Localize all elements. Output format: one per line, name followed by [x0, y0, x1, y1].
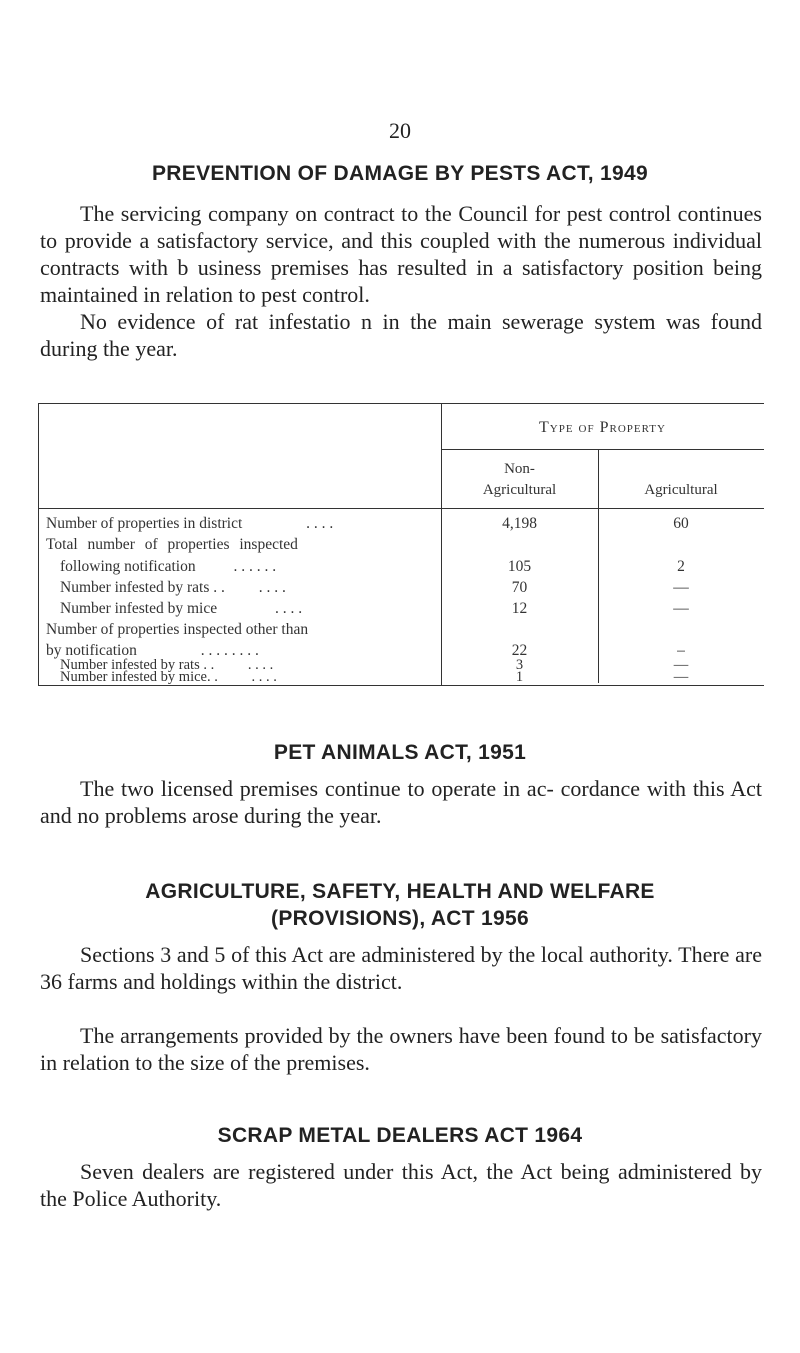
non-agricultural-header-line1: Non- — [504, 461, 535, 477]
pests-paragraph-1: The servicing company on contract to the Council for pest control continues to provide a satisfactory service, and this coupled with the numerous individual contracts with b usiness premises has resulted in a satisfactory position being maintained in relation to pest control. — [40, 201, 762, 307]
pets-paragraph-1: The two licensed premises continue to operate in ac- cordance with this Act and no problems arose during the year. — [40, 776, 762, 828]
table-row-label: Number of properties in district . . . . — [46, 515, 334, 532]
table-cell-agri: — — [673, 657, 689, 673]
table-row-label: Number of properties inspected other than — [46, 621, 309, 638]
section-title-scrap: SCRAP METAL DEALERS ACT 1964 — [217, 1124, 583, 1147]
table-row-label: following notification . . . . . . — [60, 558, 277, 575]
agricultural-header: Agricultural — [644, 482, 718, 498]
table-row-label: Number infested by mice. . . . . . — [60, 669, 277, 685]
table-cell-agri: — — [673, 669, 689, 685]
table-cell-agri: 60 — [673, 515, 689, 532]
table-cell-agri: — — [673, 579, 689, 596]
pest-inspection-table — [38, 403, 764, 685]
table-cell-non-agri: 105 — [507, 558, 532, 575]
table-row-label: by notification . . . . . . . . — [46, 642, 259, 659]
pests-paragraph-2: No evidence of rat infestatio n in the main sewerage system was found during the year. — [40, 309, 762, 361]
section-title-agriculture-line2: (PROVISIONS), ACT 1956 — [271, 907, 529, 930]
table-cell-non-agri: 1 — [515, 669, 524, 685]
table-cell-agri: 2 — [677, 558, 685, 575]
page-number: 20 — [389, 118, 411, 143]
table-row-label: Number infested by mice . . . . — [60, 600, 303, 617]
non-agricultural-header-line2: Agricultural — [482, 482, 557, 498]
section-title-pests: PREVENTION OF DAMAGE BY PESTS ACT, 1949 — [152, 162, 648, 185]
table-row-label: Number infested by rats . . . . . . — [60, 579, 286, 596]
table-cell-agri: — — [673, 600, 689, 617]
table-cell-non-agri: 12 — [511, 600, 528, 617]
type-of-property-header: Type of Property — [539, 419, 666, 436]
agriculture-paragraph-2: The arrangements provided by the owners have been found to be satisfactory in relation to the size of the premises. — [40, 1023, 762, 1075]
table-cell-non-agri: 70 — [511, 579, 528, 596]
table-cell-non-agri: 22 — [511, 642, 528, 659]
table-cell-agri: – — [677, 642, 685, 659]
table-row-label: Number infested by rats . . . . . . — [60, 657, 274, 673]
scrap-paragraph-1: Seven dealers are registered under this Act, the Act being administered by the Police Authority. — [40, 1159, 762, 1211]
table-cell-non-agri: 4,198 — [502, 515, 537, 532]
table-row-label: Total number of properties inspected — [46, 536, 298, 553]
section-title-pets: PET ANIMALS ACT, 1951 — [273, 741, 527, 764]
agriculture-paragraph-1: Sections 3 and 5 of this Act are administered by the local authority. There are 36 farms and holdings within the district. — [40, 942, 762, 994]
table-cell-non-agri: 3 — [515, 657, 524, 673]
section-title-agriculture-line1: AGRICULTURE, SAFETY, HEALTH AND WELFARE — [145, 880, 655, 903]
